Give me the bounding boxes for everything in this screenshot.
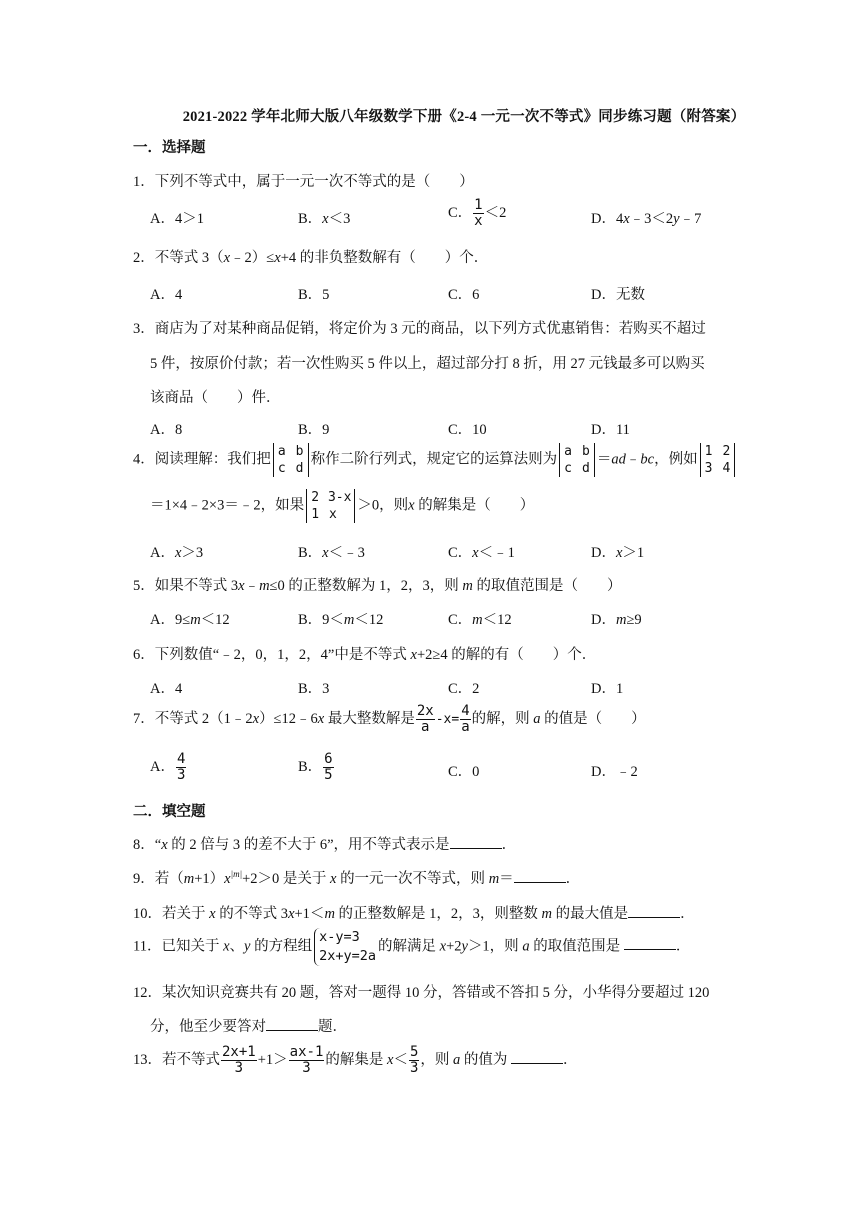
section-heading-choice: 一．选择题: [133, 140, 206, 156]
question-12-line-1: 12．某次知识竞赛共有 20 题，答对一题得 10 分，答错或不答扣 5 分，小华得分要超过 120: [133, 985, 710, 1001]
answer-blank[interactable]: [450, 836, 502, 849]
q7-option-c: C．0: [448, 764, 480, 780]
answer-blank[interactable]: [511, 1051, 563, 1064]
q4-option-b: B．x＜﹣3: [298, 545, 365, 561]
question-6-stem: 6．下列数值“﹣2，0，1，2，4”中是不等式 x+2≥4 的解的有（ ）个．: [133, 647, 597, 663]
fraction: $\frac{4}{3}$: [176, 751, 186, 783]
q1-option-b: B．x＜3: [298, 211, 351, 227]
answer-blank[interactable]: [514, 870, 566, 883]
determinant: a b c d: [559, 443, 595, 477]
q5-option-b: B．9＜m＜12: [298, 612, 384, 628]
fraction: $\frac{6}{5}$: [324, 751, 333, 783]
q3-option-a: A．8: [150, 422, 183, 438]
question-10: 10．若关于 x 的不等式 3x+1＜m 的正整数解是 1，2，3，则整数 m 的最大值是 ．: [133, 906, 695, 922]
fraction: $\frac{4}{a}$: [461, 703, 470, 735]
q6-option-b: B．3: [298, 681, 330, 697]
document-title: 2021-2022 学年北师大版八年级数学下册《2-4 一元一次不等式》同步练习题（附答案）: [182, 109, 746, 125]
q2-option-b: B．5: [298, 287, 330, 303]
question-8: 8．“x 的 2 倍与 3 的差不大于 6”，用不等式表示是 ．: [133, 837, 517, 853]
determinant: a b c d: [273, 443, 309, 477]
q6-option-d: D．1: [591, 681, 624, 697]
fraction: $\frac{2x+1}{3}$: [222, 1044, 256, 1076]
question-3-line-1: 3．商店为了对某种商品促销，将定价为 3 元的商品，以下列方式优惠销售：若购买不超过: [133, 321, 706, 337]
question-4-line-1: 4．阅读理解：我们把 a b c d称作二阶行列式，规定它的运算法则为 a b c d＝ad﹣bc，例如 1 2 3 4: [133, 443, 737, 477]
fraction: $\frac{1}{x}$: [474, 197, 483, 229]
q4-option-c: C．x＜﹣1: [448, 545, 515, 561]
q7-option-d: D．﹣2: [591, 764, 638, 780]
section-heading-fill: 二．填空题: [133, 804, 206, 820]
fraction: $\frac{2x}{a}$: [416, 703, 434, 735]
question-3-line-3: 该商品（ ）件．: [150, 390, 281, 406]
q1-option-c: C． $\frac{1}{x}$ ＜2: [448, 197, 507, 229]
question-12-line-2: 分，他至少要答对 题．: [150, 1019, 347, 1035]
answer-blank[interactable]: [266, 1018, 318, 1031]
question-2-stem: 2．不等式 3（x﹣2）≤x+4 的非负整数解有（ ）个．: [133, 250, 489, 266]
question-4-line-2: ＝1×4﹣2×3＝﹣2，如果 2 3-x 1 x＞0，则x 的解集是（ ）: [150, 490, 535, 522]
question-11: 11．已知关于 x、y 的方程组x-y=3 2x+y=2a的解满足 x+2y＞1，则 a 的取值范围是 ．: [133, 929, 691, 964]
q6-option-a: A．4: [150, 681, 183, 697]
q7-option-a: A． $\frac{4}{3}$: [150, 751, 186, 783]
q2-option-a: A．4: [150, 287, 183, 303]
question-7-stem: 7．不等式 2（1﹣2x）≤12﹣6x 最大整数解是 $\frac{2x}{a}$ -x= $\frac{4}{a}$ 的解，则 a 的值是（ ）: [133, 703, 646, 735]
q2-option-c: C．6: [448, 287, 480, 303]
q1-option-d: D．4x﹣3＜2y﹣7: [591, 211, 702, 227]
q1-option-a: A．4＞1: [150, 211, 204, 227]
fraction: $\frac{ax-1}{3}$: [289, 1044, 324, 1076]
q4-option-d: D．x＞1: [591, 545, 645, 561]
question-5-stem: 5．如果不等式 3x﹣m≤0 的正整数解为 1，2，3，则 m 的取值范围是（ ）: [133, 578, 622, 594]
answer-blank[interactable]: [624, 937, 676, 950]
equation-system: x-y=3 2x+y=2a: [314, 928, 376, 966]
q5-option-d: D．m≥9: [591, 612, 642, 628]
q5-option-a: A．9≤m＜12: [150, 612, 230, 628]
q2-option-d: D．无数: [591, 287, 645, 303]
q4-option-a: A．x＞3: [150, 545, 204, 561]
question-9: 9．若$(m+1)x^{|m|}+2>0$ 是关于 x 的一元一次不等式，则 m＝ ．: [133, 869, 581, 887]
question-13: 13．若不等式 $\frac{2x+1}{3}$ +1＞ $\frac{ax-1}{3}$ 的解集是 x＜ $\frac{5}{3}$ ，则 a 的值为 ．: [133, 1044, 578, 1076]
q5-option-c: C．m＜12: [448, 612, 512, 628]
q3-option-d: D．11: [591, 422, 630, 438]
fraction: $\frac{5}{3}$: [409, 1044, 419, 1076]
q3-option-b: B．9: [298, 422, 330, 438]
question-3-line-2: 5 件，按原价付款；若一次性购买 5 件以上，超过部分打 8 折，用 27 元钱最多可以购买: [150, 356, 705, 372]
q3-option-c: C．10: [448, 422, 487, 438]
determinant: 2 3-x 1 x: [306, 489, 355, 523]
answer-blank[interactable]: [628, 905, 680, 918]
question-1-stem: 1．下列不等式中，属于一元一次不等式的是（ ）: [133, 174, 474, 190]
determinant: 1 2 3 4: [700, 443, 736, 477]
q7-option-b: B． $\frac{6}{5}$: [298, 751, 333, 783]
q6-option-c: C．2: [448, 681, 480, 697]
